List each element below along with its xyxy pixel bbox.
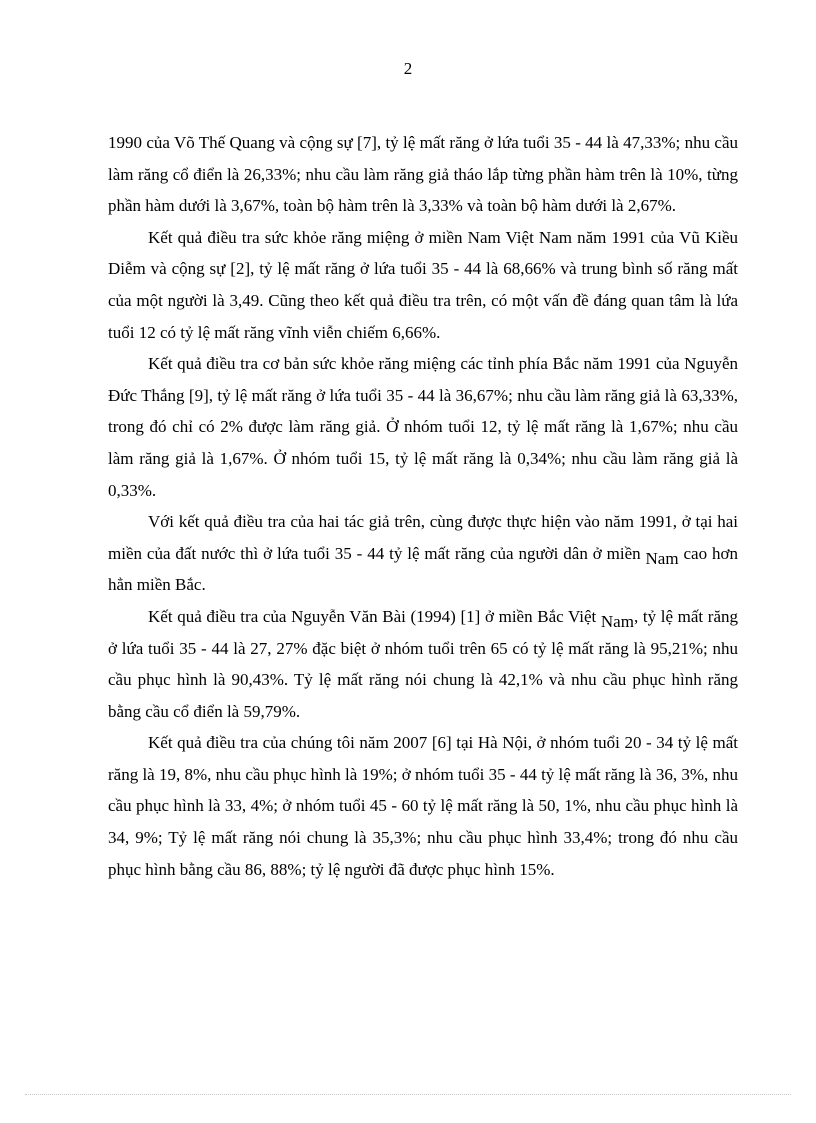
paragraph-vu-kieu-diem: Kết quả điều tra sức khỏe răng miệng ở miền Nam Việt Nam năm 1991 của Vũ Kiều Diễm và cộng sự [2], tỷ lệ mất răng ở lứa tuổi 35 - 44 là 68,66% và trung bình số răng mất của một người là 3,49. Cũng theo kết quả điều tra trên, có một vấn đề đáng quan tâm là lứa tuổi 12 có tỷ lệ mất răng vĩnh viễn chiếm 6,66%.: [108, 227, 738, 342]
paragraph-own-survey: Kết quả điều tra của chúng tôi năm 2007 [6] tại Hà Nội, ở nhóm tuổi 20 - 34 tỷ lệ mất răng là 19, 8%, nhu cầu phục hình là 19%; ở nhóm tuổi 35 - 44 tỷ lệ mất răng là 36, 3%, nhu cầu phục hình là 33, 4%; ở nhóm tuổi 45 - 60 tỷ lệ mất răng là 50, 1%, nhu cầu phục hình là 34, 9%; Tỷ lệ mất răng nói chung là 35,3%; nhu cầu phục hình 33,4%; trong đó nhu cầu phục hình bằng cầu 86, 88%; tỷ lệ người đã được phục hình 15%.: [108, 733, 738, 879]
paragraph-nguyen-van-bai: [108, 601, 738, 727]
paragraph-comparison-text: Với kết quả điều tra của hai tác giả trên, cùng được thực hiện vào năm 1991, ở tại hai miền của đất nước thì ở lứa tuổi 35 - 44 tỷ lệ mất răng của người dân ở miền: [108, 512, 738, 563]
paragraph-nguyen-van-bai-text-end: , tỷ lệ mất răng ở lứa tuổi 35 - 44 là 27, 27% đặc biệt ở nhóm tuổi trên 65 có tỷ lệ mất răng là 95,21%; nhu cầu phục hình là 90,43%. Tỷ lệ mất răng nói chung là 42,1% và nhu cầu phục hình răng bằng cầu cổ điển là 59,79%.: [108, 606, 738, 721]
paragraph-comparison: [108, 506, 738, 601]
page-number: 2: [403, 59, 413, 78]
paragraph-comparison-text-end: cao hơn hẳn miền Bắc.: [108, 543, 738, 595]
paragraph-nguyen-duc-thang: Kết quả điều tra cơ bản sức khỏe răng miệng các tỉnh phía Bắc năm 1991 của Nguyễn Đức Thắng [9], tỷ lệ mất răng ở lứa tuổi 35 - 44 là 36,67%; nhu cầu làm răng giả là 63,33%, trong đó chỉ có 2% được làm răng giả. Ở nhóm tuổi 12, tỷ lệ mất răng là 1,67%; nhu cầu làm răng giả là 1,67%. Ở nhóm tuổi 15, tỷ lệ mất răng là 0,34%; nhu cầu làm răng giả là 0,33%.: [108, 354, 738, 500]
paragraph-continuation: 1990 của Võ Thế Quang và cộng sự [7], tỷ lệ mất răng ở lứa tuổi 35 - 44 là 47,33%; nhu cầu làm răng cổ điển là 26,33%; nhu cầu làm răng giả tháo lắp từng phần hàm trên là 10%, từng phần hàm dưới là 3,67%, toàn bộ hàm trên là 3,33% và toàn bộ hàm dưới là 2,67%.: [108, 133, 738, 216]
paragraph-comparison-subscript: Nam: [645, 548, 679, 568]
paragraph-nguyen-van-bai-subscript: Nam: [600, 611, 634, 631]
footer-dotted-rule: [25, 1094, 791, 1095]
paragraph-nguyen-van-bai-text: Kết quả điều tra của Nguyễn Văn Bài (1994) [1] ở miền Bắc Việt: [148, 606, 601, 626]
document-body: [108, 127, 738, 885]
